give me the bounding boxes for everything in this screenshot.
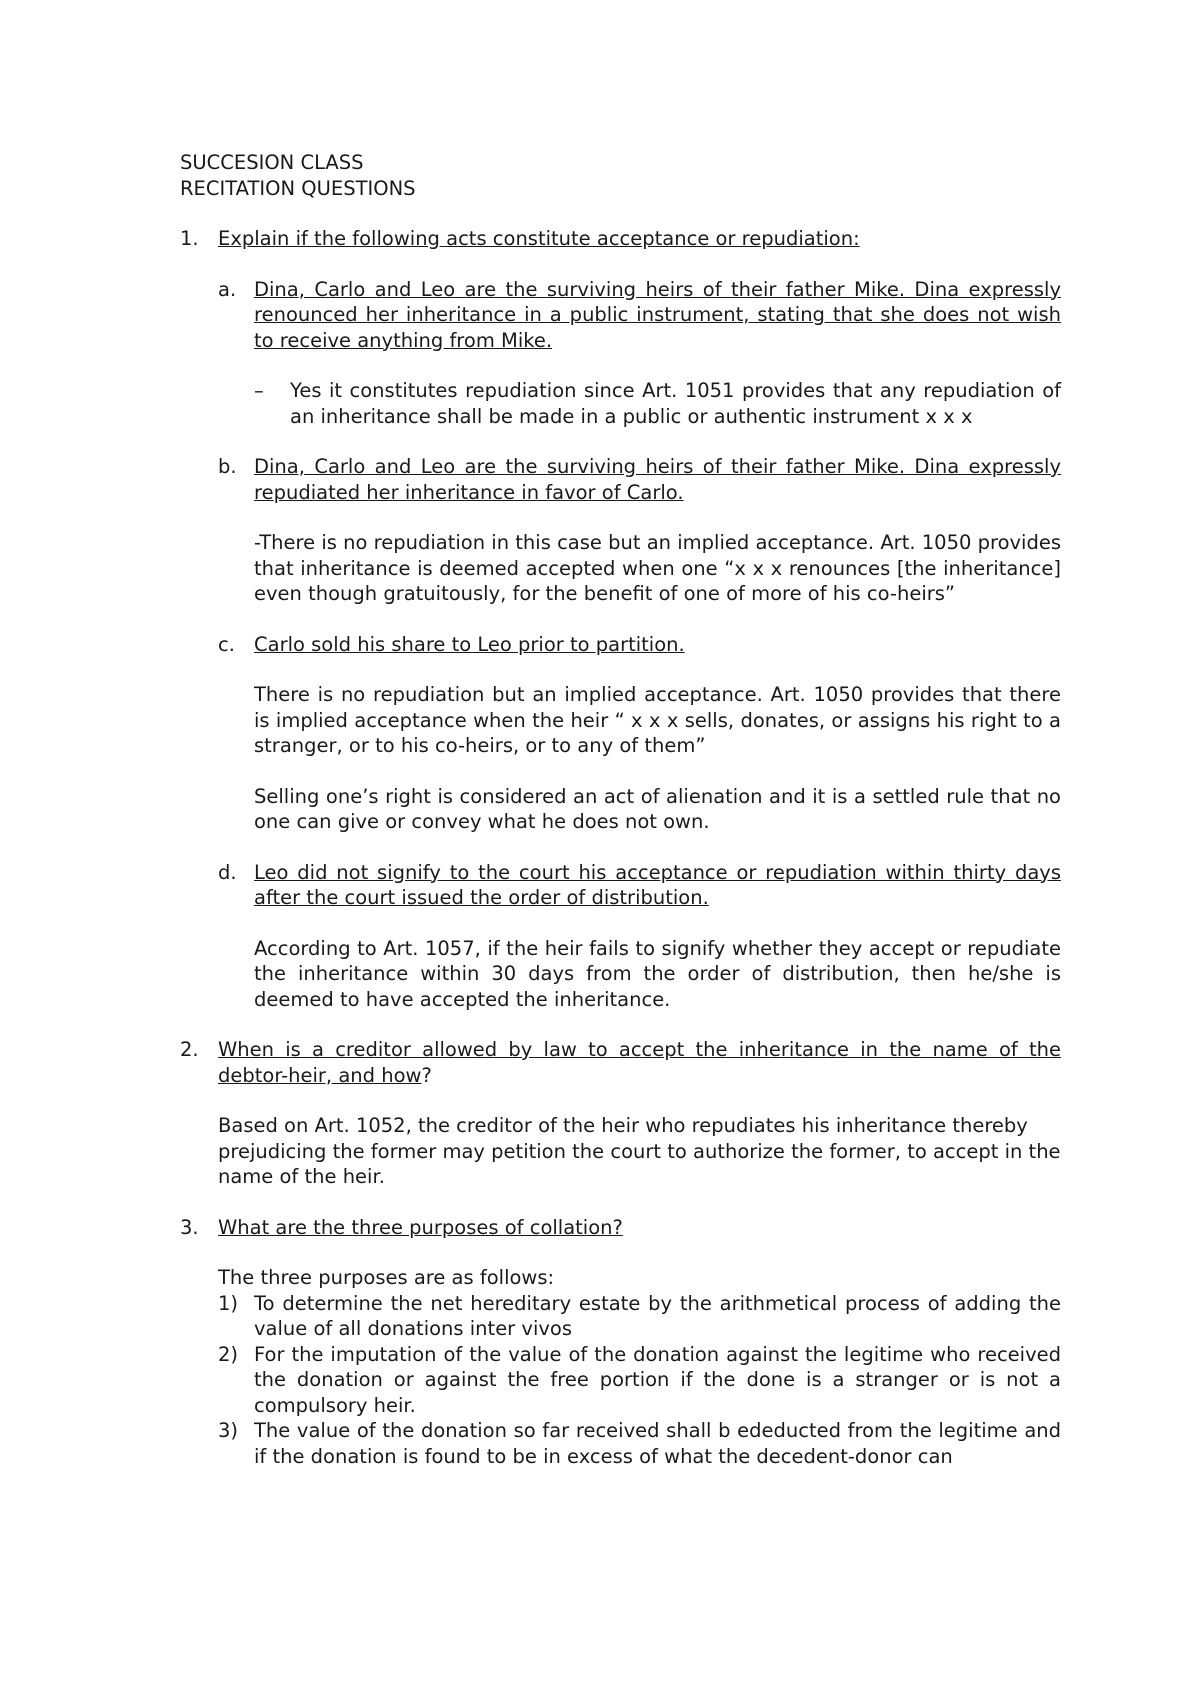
list-item-text: To determine the net hereditary estate by the arithmetical process of adding the value of all donations inter vivos [254, 1291, 1061, 1340]
sub-question-b [218, 454, 1061, 505]
answer-c-paragraph-1: There is no repudiation but an implied acceptance. Art. 1050 provides that there is implied acceptance when the heir “ x x x sells, donates, or assigns his right to a stranger, or to his co-heirs, or to any of them” [254, 683, 1061, 757]
document-subtitle: RECITATION QUESTIONS [180, 176, 416, 200]
sub-question-d [218, 860, 1061, 911]
question-number: 3. [180, 1215, 199, 1239]
answer-3-intro: The three purposes are as follows: [218, 1266, 555, 1289]
list-item-text: For the imputation of the value of the donation against the legitime who received the donation or against the free portion if the done is a stranger or is not a compulsory heir. [254, 1342, 1061, 1417]
question-text: Explain if the following acts constitute acceptance or repudiation: [218, 227, 860, 250]
answer-a [254, 378, 1061, 429]
sub-question-letter: d. [218, 860, 237, 884]
answer-2: Based on Art. 1052, the creditor of the heir who repudiates his inheritance thereby prejudicing the former may petition the court to authorize the former, to accept in the name of the heir. [218, 1114, 1061, 1188]
list-item [218, 1342, 1061, 1419]
sub-question-a [218, 277, 1061, 354]
question-1 [180, 226, 1061, 252]
answer-d: According to Art. 1057, if the heir fails to signify whether they accept or repudiate the inheritance within 30 days from the order of distribution, then he/she is deemed to have accepted the inheritance. [254, 936, 1061, 1011]
sub-question-text: Dina, Carlo and Leo are the surviving heirs of their father Mike. Dina expressly repudiated her inheritance in favor of Carlo. [254, 455, 1061, 504]
document-page [180, 150, 1061, 1469]
answer-text: Yes it constitutes repudiation since Art. 1051 provides that any repudiation of an inheritance shall be made in a public or authentic instrument x x x [290, 379, 1061, 428]
sub-question-letter: c. [218, 632, 235, 656]
question-number: 2. [180, 1038, 199, 1061]
question-text-wrapper [218, 1037, 1061, 1088]
list-item-number: 1) [218, 1291, 239, 1315]
question-number: 1. [180, 227, 199, 250]
list-item-number: 2) [218, 1342, 239, 1366]
question-3 [180, 1215, 1061, 1241]
list-item-text: The value of the donation so far received shall b ededucted from the legitime and if the donation is found to be in excess of what the decedent-donor can [254, 1419, 1061, 1468]
answer-b: -There is no repudiation in this case but an implied acceptance. Art. 1050 provides that inheritance is deemed accepted when one “x x x renounces [the inheritance] even though gratuitously, for the benefit of one of more of his co-heirs” [254, 531, 1061, 605]
list-item-number: 3) [218, 1419, 239, 1442]
sub-question-letter: b. [218, 455, 237, 478]
document-title: SUCCESION CLASS [180, 151, 364, 174]
list-item [218, 1291, 1061, 1342]
question-text: When is a creditor allowed by law to accept the inheritance in the name of the debtor-heir, and how [218, 1038, 1061, 1087]
sub-question-c [218, 632, 1061, 658]
sub-question-text: Dina, Carlo and Leo are the surviving heirs of their father Mike. Dina expressly renounced her inheritance in a public instrument, stating that she does not wish to receive anything from Mike. [254, 277, 1061, 352]
sub-question-letter: a. [218, 277, 237, 301]
sub-question-text: Carlo sold his share to Leo prior to partition. [254, 632, 685, 656]
list-item [218, 1418, 1061, 1469]
question-mark: ? [421, 1063, 432, 1087]
question-text: What are the three purposes of collation? [218, 1215, 623, 1239]
dash-bullet: – [254, 379, 264, 402]
answer-c-paragraph-2: Selling one’s right is considered an act of alienation and it is a settled rule that no one can give or convey what he does not own. [254, 784, 1061, 833]
question-2 [180, 1037, 1061, 1088]
sub-question-text: Leo did not signify to the court his acceptance or repudiation within thirty days after the court issued the order of distribution. [254, 860, 1061, 909]
